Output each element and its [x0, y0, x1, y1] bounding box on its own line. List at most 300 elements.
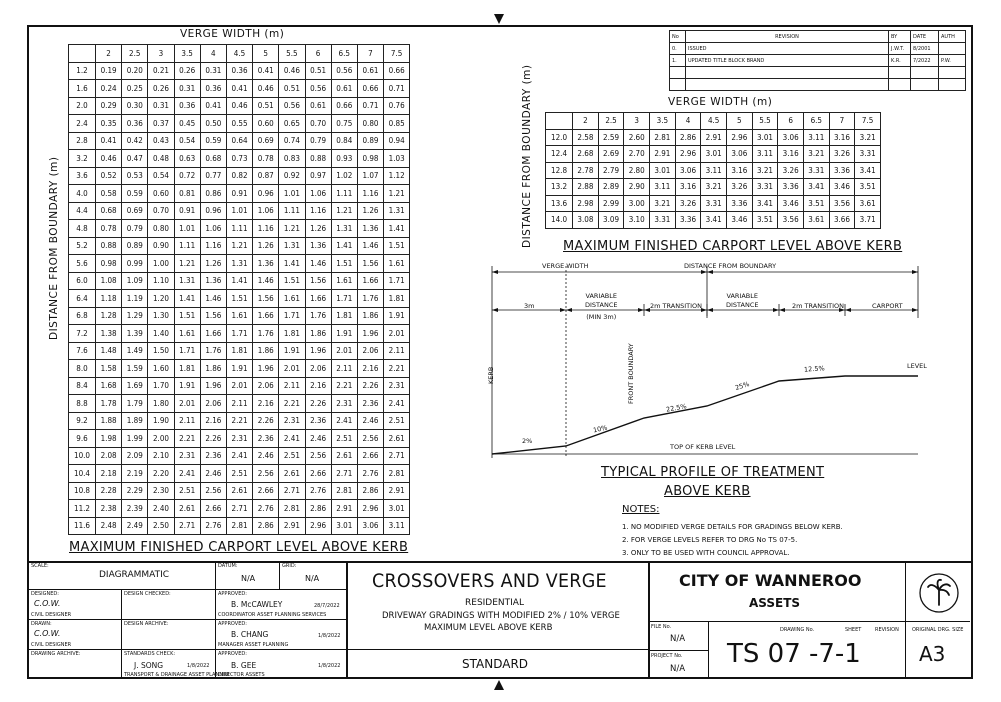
approved2-role: MANAGER ASSET PLANNING	[218, 642, 289, 648]
column-header: 5.5	[279, 45, 305, 63]
table-cell: 2.00	[148, 430, 174, 448]
revision-cell: 8/2001	[911, 43, 939, 55]
revision-row	[670, 43, 966, 55]
table-row	[546, 129, 881, 146]
table-row	[69, 482, 410, 500]
table-cell: 0.94	[384, 132, 410, 150]
table-row	[69, 395, 410, 413]
table-cell: 3.01	[384, 500, 410, 518]
table-cell: 1.66	[305, 290, 331, 308]
table-cell: 2.61	[279, 465, 305, 483]
table-row	[69, 500, 410, 518]
table-cell: 3.26	[778, 162, 804, 179]
revision-cell	[911, 79, 939, 91]
table-cell: 2.36	[305, 412, 331, 430]
table-cell: 0.56	[279, 97, 305, 115]
table-cell: 3.46	[829, 179, 855, 196]
table-cell: 2.79	[598, 162, 624, 179]
table-cell: 2.56	[200, 482, 226, 500]
approved3-date: 1/8/2022	[318, 663, 341, 669]
note-2: 2. FOR VERGE LEVELS REFER TO DRG No TS 07-5.	[622, 536, 798, 544]
table-cell: 0.56	[305, 80, 331, 98]
table-cell: 1.11	[331, 185, 357, 203]
grid-label: GRID:	[282, 563, 297, 569]
table-cell: 1.51	[331, 255, 357, 273]
table-cell: 3.41	[855, 162, 881, 179]
table-cell: 2.70	[624, 146, 650, 163]
drawing-title-sub2: DRIVEWAY GRADINGS WITH MODIFIED 2% / 10% VERGE	[382, 611, 620, 621]
table-cell: 2.08	[96, 447, 122, 465]
table-cell: 0.71	[384, 80, 410, 98]
table-cell: 0.30	[122, 97, 148, 115]
drawn-role: CIVIL DESIGNER	[31, 642, 72, 648]
column-header: 5.5	[752, 113, 778, 130]
table-row	[69, 465, 410, 483]
table-row	[69, 167, 410, 185]
table-cell: 2.21	[279, 395, 305, 413]
table-cell: 0.58	[96, 185, 122, 203]
approved1-date: 28/7/2022	[314, 603, 340, 609]
table-cell: 1.01	[279, 185, 305, 203]
table-cell: 0.79	[305, 132, 331, 150]
table-cell: 2.86	[305, 500, 331, 518]
table-cell: 0.55	[226, 115, 252, 133]
table-cell: 1.86	[200, 360, 226, 378]
table-cell: 2.71	[331, 465, 357, 483]
table-cell: 2.96	[727, 129, 753, 146]
table-cell: 2.66	[253, 482, 279, 500]
table-cell: 3.01	[752, 129, 778, 146]
table-cell: 1.48	[96, 342, 122, 360]
table-cell: 0.66	[384, 62, 410, 80]
table-cell: 3.51	[752, 212, 778, 229]
table-cell: 0.29	[96, 97, 122, 115]
table-cell: 1.21	[279, 220, 305, 238]
design-checked-label: DESIGN CHECKED:	[124, 591, 171, 597]
table-cell: 3.21	[701, 179, 727, 196]
right-table-header: VERGE WIDTH (m)	[668, 96, 773, 108]
table-row	[69, 237, 410, 255]
table-cell: 3.06	[727, 146, 753, 163]
table-cell: 0.82	[226, 167, 252, 185]
table-cell: 1.91	[331, 325, 357, 343]
table-cell: 1.16	[357, 185, 383, 203]
table-cell: 0.93	[331, 150, 357, 168]
table-row	[69, 412, 410, 430]
table-cell: 0.41	[253, 62, 279, 80]
table-cell: 1.76	[253, 325, 279, 343]
table-cell: 1.96	[305, 342, 331, 360]
table-cell: 0.70	[305, 115, 331, 133]
table-cell: 1.18	[96, 290, 122, 308]
project-value: N/A	[670, 664, 686, 674]
column-header: 6	[778, 113, 804, 130]
revision-header: DATE	[911, 31, 939, 43]
row-header: 2.0	[69, 97, 96, 115]
table-cell: 2.21	[331, 377, 357, 395]
table-cell: 1.00	[148, 255, 174, 273]
revision-cell: J.W.T.	[889, 43, 911, 55]
table-cell: 2.76	[200, 517, 226, 535]
table-cell: 2.89	[598, 179, 624, 196]
table-cell: 0.54	[174, 132, 200, 150]
table-cell: 1.66	[357, 272, 383, 290]
table-cell: 3.71	[855, 212, 881, 229]
designed-label: DESIGNED:	[31, 591, 59, 597]
standards-role: TRANSPORT & DRAINAGE ASSET PLANNER	[124, 672, 230, 678]
table-cell: 0.89	[357, 132, 383, 150]
table-cell: 3.51	[855, 179, 881, 196]
revision-cell: 0.	[670, 43, 686, 55]
table-cell: 2.26	[253, 412, 279, 430]
table-cell: 1.91	[174, 377, 200, 395]
orig-size: A3	[919, 642, 946, 666]
profile-distance-from-boundary: DISTANCE FROM BOUNDARY	[684, 262, 777, 270]
table-cell: 1.90	[148, 412, 174, 430]
table-cell: 3.21	[803, 146, 829, 163]
table-cell: 2.26	[200, 430, 226, 448]
profile-grade-10pct: 10%	[592, 423, 609, 435]
table-cell: 0.36	[226, 62, 252, 80]
row-header: 13.2	[546, 179, 573, 196]
table-cell: 1.56	[253, 290, 279, 308]
table-cell: 3.36	[829, 162, 855, 179]
table-cell: 0.53	[122, 167, 148, 185]
profile-variable-distance	[585, 292, 617, 322]
table-cell: 2.56	[253, 465, 279, 483]
table-cell: 1.41	[384, 220, 410, 238]
table-cell: 0.35	[96, 115, 122, 133]
row-header: 4.8	[69, 220, 96, 238]
table-cell: 1.11	[279, 202, 305, 220]
profile-grade-2pct: 2%	[522, 437, 533, 445]
table-cell: 3.31	[803, 162, 829, 179]
table-cell: 0.46	[96, 150, 122, 168]
table-cell: 1.36	[200, 272, 226, 290]
profile-transition-2: 2m TRANSITION	[792, 302, 844, 310]
table-cell: 1.36	[357, 220, 383, 238]
table-cell: 2.56	[357, 430, 383, 448]
table-cell: 3.26	[829, 146, 855, 163]
table-cell: 1.06	[305, 185, 331, 203]
table-cell: 0.88	[305, 150, 331, 168]
row-header: 9.6	[69, 430, 96, 448]
org-dept: ASSETS	[749, 596, 801, 610]
table-cell: 1.11	[226, 220, 252, 238]
row-header: 12.8	[546, 162, 573, 179]
profile-top-of-kerb: TOP OF KERB LEVEL	[670, 443, 736, 451]
table-cell: 1.46	[200, 290, 226, 308]
table-cell: 0.71	[357, 97, 383, 115]
table-cell: 1.36	[305, 237, 331, 255]
revision-header-row	[670, 31, 966, 43]
table-cell: 1.46	[253, 272, 279, 290]
table-cell: 2.71	[384, 447, 410, 465]
table-cell: 0.60	[148, 185, 174, 203]
table-cell: 2.81	[226, 517, 252, 535]
table-cell: 2.41	[331, 412, 357, 430]
table-cell: 2.16	[357, 360, 383, 378]
table-cell: 1.88	[96, 412, 122, 430]
table-cell: 1.26	[357, 202, 383, 220]
table-cell: 1.71	[384, 272, 410, 290]
table-cell: 1.91	[226, 360, 252, 378]
table-cell: 2.06	[253, 377, 279, 395]
table-cell: 2.81	[384, 465, 410, 483]
revision-empty-row	[670, 67, 966, 79]
table-cell: 0.41	[226, 80, 252, 98]
table-cell: 2.90	[624, 179, 650, 196]
revision-cell: K.R.	[889, 55, 911, 67]
table-cell: 0.45	[174, 115, 200, 133]
table-cell: 2.38	[96, 500, 122, 518]
table-cell: 3.31	[701, 195, 727, 212]
table-row	[546, 212, 881, 229]
row-header: 14.0	[546, 212, 573, 229]
column-header: 4	[675, 113, 701, 130]
table-cell: 2.16	[200, 412, 226, 430]
left-table-header: VERGE WIDTH (m)	[180, 28, 285, 40]
table-cell: 1.99	[122, 430, 148, 448]
table-cell: 3.21	[650, 195, 676, 212]
left-table-side-label: DISTANCE FROM BOUNDARY (m)	[48, 156, 60, 340]
table-cell: 2.86	[675, 129, 701, 146]
table-cell: 1.12	[384, 167, 410, 185]
table-cell: 1.81	[279, 325, 305, 343]
designed-role: CIVIL DESIGNER	[31, 612, 72, 618]
profile-grade-25pct: 25%	[734, 379, 751, 393]
column-header: 7.5	[855, 113, 881, 130]
revision-cell	[939, 67, 966, 79]
row-header: 11.6	[69, 517, 96, 535]
table-cell: 1.31	[174, 272, 200, 290]
table-cell: 3.21	[855, 129, 881, 146]
table-cell: 3.46	[778, 195, 804, 212]
table-row	[69, 97, 410, 115]
table-cell: 2.28	[96, 482, 122, 500]
table-cell: 2.46	[200, 465, 226, 483]
table-cell: 3.16	[675, 179, 701, 196]
table-cell: 1.31	[226, 255, 252, 273]
table-cell: 1.21	[226, 237, 252, 255]
table-cell: 2.98	[573, 195, 599, 212]
row-header: 7.2	[69, 325, 96, 343]
table-cell: 2.91	[650, 146, 676, 163]
table-cell: 1.30	[148, 307, 174, 325]
table-cell: 3.56	[829, 195, 855, 212]
table-cell: 1.46	[357, 237, 383, 255]
table-cell: 1.61	[226, 307, 252, 325]
table-cell: 1.07	[357, 167, 383, 185]
table-cell: 1.81	[384, 290, 410, 308]
table-cell: 0.61	[357, 62, 383, 80]
notes-title: NOTES:	[622, 504, 660, 515]
revision-cell	[939, 43, 966, 55]
table-cell: 0.66	[331, 97, 357, 115]
row-header: 1.6	[69, 80, 96, 98]
table-cell: 2.26	[357, 377, 383, 395]
table-cell: 2.71	[226, 500, 252, 518]
table-cell: 2.96	[357, 500, 383, 518]
table-cell: 0.41	[200, 97, 226, 115]
table-cell: 0.68	[200, 150, 226, 168]
table-cell: 1.51	[226, 290, 252, 308]
table-cell: 3.00	[624, 195, 650, 212]
corner-cell	[546, 113, 573, 130]
orig-size-label: ORIGINAL DRG. SIZE	[912, 627, 964, 633]
table-cell: 2.40	[148, 500, 174, 518]
scale-value: DIAGRAMMATIC	[99, 570, 170, 580]
drawing-no-label: DRAWING No.	[780, 627, 815, 633]
table-cell: 1.79	[122, 395, 148, 413]
table-cell: 1.06	[200, 220, 226, 238]
right-table	[545, 112, 881, 229]
table-cell: 3.31	[650, 212, 676, 229]
table-row	[69, 220, 410, 238]
right-table-caption: MAXIMUM FINISHED CARPORT LEVEL ABOVE KERB	[563, 239, 903, 254]
table-cell: 0.91	[226, 185, 252, 203]
revision-cell: UPDATED TITLE BLOCK BRAND	[686, 55, 889, 67]
table-cell: 2.41	[174, 465, 200, 483]
revision-cell	[686, 79, 889, 91]
table-cell: 2.91	[331, 500, 357, 518]
table-cell: 1.41	[226, 272, 252, 290]
row-header: 10.0	[69, 447, 96, 465]
table-cell: 1.71	[174, 342, 200, 360]
table-cell: 2.41	[384, 395, 410, 413]
table-cell: 3.41	[701, 212, 727, 229]
table-cell: 2.51	[331, 430, 357, 448]
profile-title-line1: TYPICAL PROFILE OF TREATMENT	[601, 465, 825, 480]
designed-value: C.O.W.	[34, 599, 61, 608]
row-header: 4.0	[69, 185, 96, 203]
row-header: 12.0	[546, 129, 573, 146]
drawn-label: DRAWN:	[31, 621, 52, 627]
row-header: 8.8	[69, 395, 96, 413]
table-cell: 2.19	[122, 465, 148, 483]
row-header: 2.4	[69, 115, 96, 133]
table-cell: 2.91	[279, 517, 305, 535]
row-header: 6.4	[69, 290, 96, 308]
table-cell: 1.19	[122, 290, 148, 308]
table-cell: 1.56	[200, 307, 226, 325]
table-cell: 1.39	[122, 325, 148, 343]
table-cell: 1.26	[253, 237, 279, 255]
table-cell: 0.41	[96, 132, 122, 150]
note-3: 3. ONLY TO BE USED WITH COUNCIL APPROVAL.	[622, 549, 790, 557]
table-cell: 0.74	[279, 132, 305, 150]
approved1-label: APPROVED:	[218, 591, 247, 597]
table-cell: 2.58	[573, 129, 599, 146]
table-cell: 2.69	[598, 146, 624, 163]
profile-grade-12-5pct: 12.5%	[803, 364, 825, 374]
table-cell: 2.21	[384, 360, 410, 378]
table-cell: 0.77	[200, 167, 226, 185]
table-cell: 0.80	[357, 115, 383, 133]
revision-label: REVISION	[875, 627, 899, 633]
table-cell: 1.10	[148, 272, 174, 290]
table-cell: 0.96	[200, 202, 226, 220]
table-cell: 3.11	[650, 179, 676, 196]
table-cell: 1.66	[253, 307, 279, 325]
table-cell: 2.41	[279, 430, 305, 448]
approved1-role: COORDINATOR ASSET PLANNING SERVICES	[218, 612, 327, 618]
design-archive-label: DESIGN ARCHIVE:	[124, 621, 169, 627]
right-table-side-label: DISTANCE FROM BOUNDARY (m)	[521, 64, 533, 248]
table-cell: 1.08	[96, 272, 122, 290]
table-cell: 2.11	[384, 342, 410, 360]
table-cell: 3.11	[752, 146, 778, 163]
table-cell: 2.91	[701, 129, 727, 146]
table-cell: 2.99	[598, 195, 624, 212]
row-header: 6.0	[69, 272, 96, 290]
bottom-centre-mark	[494, 680, 504, 690]
row-header: 8.4	[69, 377, 96, 395]
table-cell: 2.11	[226, 395, 252, 413]
table-cell: 2.49	[122, 517, 148, 535]
row-header: 12.4	[546, 146, 573, 163]
standards-date: 1/8/2022	[187, 663, 210, 669]
header-row	[546, 113, 881, 130]
table-cell: 2.01	[384, 325, 410, 343]
table-cell: 2.01	[174, 395, 200, 413]
table-cell: 1.21	[384, 185, 410, 203]
table-cell: 3.31	[752, 179, 778, 196]
approved2-date: 1/8/2022	[318, 633, 341, 639]
table-cell: 0.78	[253, 150, 279, 168]
table-cell: 1.68	[96, 377, 122, 395]
drawing-archive-label: DRAWING ARCHIVE:	[31, 651, 81, 657]
table-cell: 3.06	[778, 129, 804, 146]
table-cell: 0.87	[253, 167, 279, 185]
table-cell: 1.70	[148, 377, 174, 395]
table-cell: 1.01	[174, 220, 200, 238]
table-cell: 0.46	[279, 62, 305, 80]
approved3-label: APPROVED:	[218, 651, 247, 657]
row-header: 10.4	[69, 465, 96, 483]
table-cell: 3.46	[727, 212, 753, 229]
table-cell: 2.50	[148, 517, 174, 535]
table-cell: 2.68	[573, 146, 599, 163]
column-header: 3	[624, 113, 650, 130]
table-cell: 2.11	[279, 377, 305, 395]
table-cell: 0.26	[174, 62, 200, 80]
row-header: 3.6	[69, 167, 96, 185]
table-row	[69, 115, 410, 133]
row-header: 8.0	[69, 360, 96, 378]
table-cell: 2.16	[305, 377, 331, 395]
table-cell: 1.41	[174, 290, 200, 308]
table-cell: 1.78	[96, 395, 122, 413]
table-cell: 0.72	[174, 167, 200, 185]
column-header: 6.5	[803, 113, 829, 130]
table-cell: 2.46	[253, 447, 279, 465]
table-cell: 3.61	[855, 195, 881, 212]
table-cell: 3.61	[803, 212, 829, 229]
revision-cell	[670, 79, 686, 91]
file-value: N/A	[670, 634, 686, 644]
table-cell: 1.61	[174, 325, 200, 343]
column-header: 3.5	[650, 113, 676, 130]
table-cell: 0.48	[148, 150, 174, 168]
table-cell: 0.84	[331, 132, 357, 150]
table-cell: 2.31	[384, 377, 410, 395]
table-cell: 0.36	[200, 80, 226, 98]
profile-variable-distance-2	[726, 292, 758, 310]
table-cell: 2.61	[331, 447, 357, 465]
table-cell: 3.08	[573, 212, 599, 229]
table-row	[69, 202, 410, 220]
